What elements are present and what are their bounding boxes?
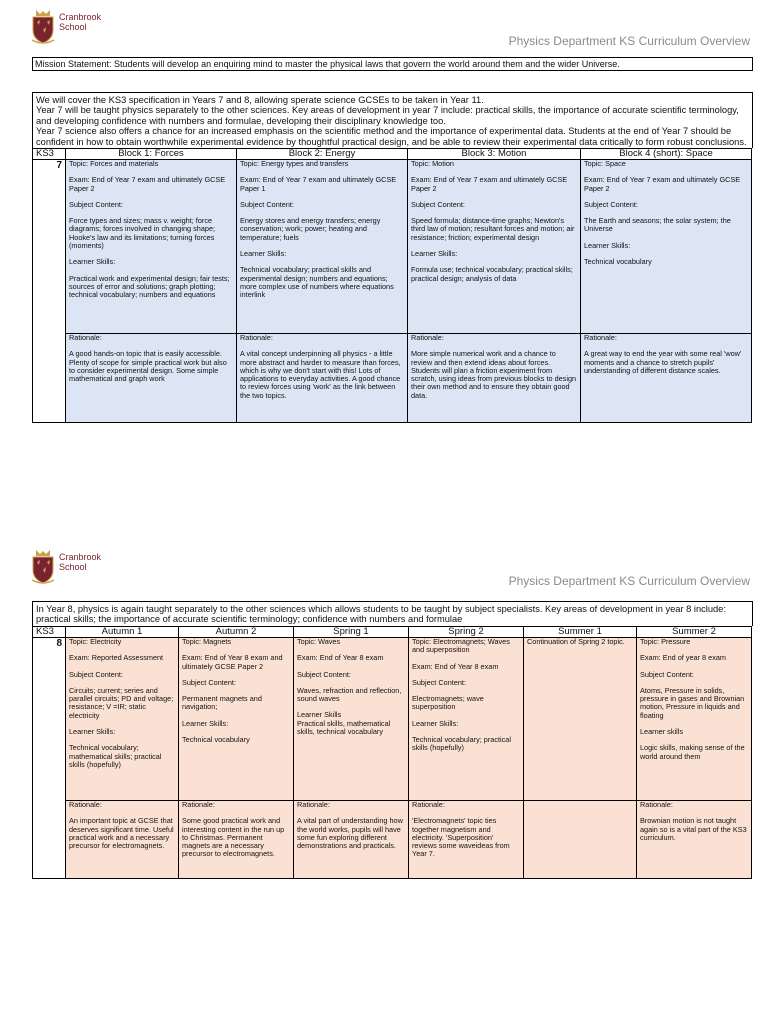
cell-text: Force types and sizes; mass v. weight; force diagrams; forces involved in changing shape; Hooke's law and its limitations; turning forces (moments) — [69, 216, 216, 251]
school-crest-icon — [30, 548, 56, 586]
rationale-cell — [637, 801, 752, 879]
cell-text: Exam: End of Year 7 exam and ultimately GCSE Paper 2 — [69, 175, 226, 193]
content-cell — [637, 638, 752, 801]
cell-text: Topic: Pressure — [640, 637, 691, 646]
cell-text: Learner Skills: — [412, 718, 459, 728]
year7-curriculum-table — [32, 148, 752, 423]
cell-text: Logic skills, making sense of the world around them — [640, 743, 745, 761]
rationale-cell — [524, 801, 637, 879]
school-name-line2: School — [59, 22, 87, 32]
school-name-line2: School — [59, 562, 87, 572]
cell-text: Electromagnets; wave superposition — [412, 694, 484, 712]
cell-text: 'Electromagnets' topic ties together magnetism and electricity. 'Superposition' reviews some waveideas from Year 7. — [412, 816, 510, 859]
year7-intro-para: Year 7 science also offers a chance for an increased emphasis on the scientific method and the importance of experimental data. Students at the end of Year 7 should be confident in how to obtain worthwhile experimental evidence by thoughtful practical design, and be able to review their experimental data critically to form robust conclusions. — [36, 126, 747, 147]
cell-text: Brownian motion is not taught again so is a vital part of the KS3 curriculum. — [640, 816, 747, 842]
term-header: Autumn 1 — [66, 627, 179, 638]
cell-text: Topic: Waves — [297, 637, 341, 646]
rationale-cell — [409, 801, 524, 879]
content-cell — [409, 638, 524, 801]
cell-text: An important topic at GCSE that deserves significant time. Useful practical work and a necessary precursor for electromagnets. — [69, 816, 174, 851]
year8-rationale-row — [33, 801, 752, 879]
cell-text: Topic: Space — [584, 159, 626, 168]
cell-text: Technical vocabulary; mathematical skills; practical skills (hopefully) — [69, 743, 162, 769]
cell-text: Exam: End of Year 7 exam and ultimately GCSE Paper 1 — [240, 175, 397, 193]
block-header: Block 4 (short): Space — [581, 149, 752, 160]
cell-text: Circuits; current; series and parallel circuits; PD and voltage; resistance; V =IR; static electricity — [69, 685, 174, 720]
year-number: 8 — [33, 638, 66, 879]
year8-intro — [32, 601, 753, 626]
cell-text: Rationale: — [69, 333, 102, 342]
school-crest-icon — [30, 8, 56, 46]
cell-text: Rationale: — [412, 800, 445, 809]
cell-text: Subject Content: — [69, 199, 123, 209]
cell-text: Exam: End of Year 8 exam and ultimately GCSE Paper 2 — [182, 653, 283, 671]
cell-text: More simple numerical work and a chance to review and then extend ideas about forces. Students will plan a friction experiment from scratch, using ideas from previous blocks to design their own method and to ensure they obtain good data. — [411, 349, 577, 400]
cell-text: Exam: End of Year 7 exam and ultimately GCSE Paper 2 — [411, 175, 568, 193]
year7-intro-para: We will cover the KS3 specification in Years 7 and 8, allowing sperate science GCSEs to be taken in Year 11. — [36, 95, 484, 105]
year8-header-row — [33, 627, 752, 638]
cell-text: Subject Content: — [640, 669, 694, 679]
mission-statement: Mission Statement: Students will develop an enquiring mind to master the physical laws that govern the world around them and the wider Universe. — [32, 57, 753, 71]
cell-text: Practical work and experimental design; fair tests; sources of error and solutions; graph plotting; technical vocabulary; numbers and equations — [69, 273, 230, 300]
school-name-line1: Cranbrook — [59, 12, 102, 22]
content-cell — [408, 160, 581, 334]
cell-text: Energy stores and energy transfers; energy conservation; work; power; heating and temperature; fuels — [240, 216, 381, 242]
cell-text: Exam: Reported Assessment — [69, 653, 164, 663]
cell-text: Topic: Magnets — [182, 637, 232, 646]
cell-text: Subject Content: — [411, 199, 465, 209]
department-title: Physics Department KS Curriculum Overview — [508, 574, 750, 588]
cell-text: Continuation of Spring 2 topic. — [527, 637, 625, 646]
rationale-cell — [66, 334, 237, 423]
cell-text: Subject Content: — [240, 199, 294, 209]
term-header: Spring 2 — [409, 627, 524, 638]
content-cell — [66, 638, 179, 801]
content-cell — [294, 638, 409, 801]
cell-text: Learner Skills: — [69, 727, 116, 737]
cell-text: Learner Skills: — [411, 249, 458, 259]
school-name-line1: Cranbrook — [59, 552, 102, 562]
cell-text: A vital concept underpinning all physics - a little more abstract and harder to measure than forces, which is why we don't start with this! Lots of applications to everyday activities. A good chance to review forces using 'work' as the link between the two topics. — [240, 349, 401, 400]
rationale-cell — [66, 801, 179, 879]
year7-rationale-row — [33, 334, 752, 423]
ks-label: KS3 — [33, 149, 66, 160]
cell-text: Permanent magnets and navigation; — [182, 694, 262, 712]
cell-text: Some good practical work and interesting content in the run up to Christmas. Permanent magnets are a necessary precursor to electromagnets. — [182, 816, 285, 859]
term-header: Spring 1 — [294, 627, 409, 638]
cell-text: Exam: End of Year 8 exam — [297, 653, 384, 663]
cell-text: Topic: Electromagnets; Waves and superposition — [412, 637, 510, 655]
rationale-cell — [581, 334, 752, 423]
rationale-cell — [408, 334, 581, 423]
year7-intro — [32, 92, 753, 148]
ks-label: KS3 — [33, 627, 66, 638]
year8-intro-para: In Year 8, physics is again taught separately to the other sciences which allows students to be taught by subject specialists. Key areas of development in year 8 include: practical skills; the importance of accurate scientific terminology; confidence with numbers and formulae — [36, 604, 726, 625]
cell-text: Topic: Electricity — [69, 637, 122, 646]
rationale-cell — [237, 334, 408, 423]
content-cell — [581, 160, 752, 334]
cell-text: Topic: Motion — [411, 159, 454, 168]
cell-text: Formula use; technical vocabulary; practical skills; practical design; analysis of data — [411, 265, 573, 283]
spacer — [527, 801, 633, 809]
cell-text: Learner Skills: — [182, 718, 229, 728]
term-header: Summer 1 — [524, 627, 637, 638]
cell-text: Topic: Forces and materials — [69, 159, 159, 168]
cell-text: Subject Content: — [69, 669, 123, 679]
cell-text: Exam: End of Year 8 exam — [412, 661, 499, 671]
year7-content-row — [33, 160, 752, 334]
cell-text: A good hands-on topic that is easily accessible. Plenty of scope for simple practical work but also to consider experimental design. Some simple mathematical and graph work — [69, 349, 227, 384]
cell-text: Subject Content: — [584, 199, 638, 209]
cell-text: Subject Content: — [182, 677, 236, 687]
cell-text: Technical vocabulary — [182, 735, 250, 745]
cell-text: Rationale: — [640, 800, 673, 809]
cell-text: Rationale: — [240, 333, 273, 342]
department-title: Physics Department KS Curriculum Overview — [508, 34, 750, 48]
school-logo — [30, 8, 101, 46]
cell-text: Topic: Energy types and transfers — [240, 159, 349, 168]
cell-text: The Earth and seasons; the solar system; the Universe — [584, 216, 731, 234]
cell-text: Atoms, Pressure in solids, pressure in gases and Brownian motion, Pressure in liquids and floating — [640, 685, 745, 720]
cell-text: Rationale: — [411, 333, 444, 342]
cell-text: A vital part of understanding how the world works, pupils will have some fun exploring different demonstrations and practicals. — [297, 816, 403, 851]
cell-text: Waves, refraction and reflection, sound waves — [297, 685, 402, 704]
cell-text: Rationale: — [584, 333, 617, 342]
cell-text: Rationale: — [182, 800, 215, 809]
year8-curriculum-table — [32, 626, 752, 879]
cell-text: Technical vocabulary; practical skills (hopefully) — [412, 735, 511, 753]
page2-header — [30, 548, 750, 600]
cell-text: Subject Content: — [297, 669, 351, 679]
rationale-cell — [179, 801, 294, 879]
content-cell — [524, 638, 637, 801]
year-number: 7 — [33, 160, 66, 423]
cell-text: Rationale: — [297, 800, 330, 809]
block-header: Block 3: Motion — [408, 149, 581, 160]
cell-text: Learner Skills — [297, 710, 342, 720]
cell-text: Subject Content: — [412, 677, 466, 687]
year7-header-row — [33, 149, 752, 160]
content-cell — [237, 160, 408, 334]
year8-content-row — [33, 638, 752, 801]
rationale-cell — [294, 801, 409, 879]
cell-text: Learner Skills: — [584, 240, 631, 250]
content-cell — [179, 638, 294, 801]
cell-text: Speed formula; distance-time graphs; Newton's third law of motion; resultant forces and motion; air resistance; friction; experimental design — [411, 216, 575, 242]
year7-intro-para: Year 7 will be taught physics separately to the other sciences. Key areas of development in year 7 include: practical skills, the importance of accurate scientific terminology, and developing confidence with numbers and formulae, developing their disciplinary knowledge too. — [36, 105, 739, 126]
block-header: Block 1: Forces — [66, 149, 237, 160]
school-logo — [30, 548, 101, 586]
cell-text: Exam: End of Year 7 exam and ultimately GCSE Paper 2 — [584, 175, 741, 193]
cell-text: A great way to end the year with some real 'wow' moments and a chance to stretch pupils' understanding of different distance scales. — [584, 349, 742, 375]
page1-header — [30, 8, 750, 60]
cell-text: Technical vocabulary — [584, 257, 652, 267]
cell-text: Learner skills — [640, 727, 683, 737]
term-header: Summer 2 — [637, 627, 752, 638]
cell-text: Technical vocabulary; practical skills and experimental design; numbers and equations; more complex use of numbers where equations interlink — [240, 265, 394, 300]
cell-text: Rationale: — [69, 800, 102, 809]
term-header: Autumn 2 — [179, 627, 294, 638]
block-header: Block 2: Energy — [237, 149, 408, 160]
cell-text: Practical skills, mathematical skills, technical vocabulary — [297, 718, 391, 737]
cell-text: Learner Skills: — [69, 257, 116, 267]
content-cell — [66, 160, 237, 334]
cell-text: Learner Skills: — [240, 249, 287, 259]
cell-text: Exam: End of year 8 exam — [640, 653, 726, 663]
